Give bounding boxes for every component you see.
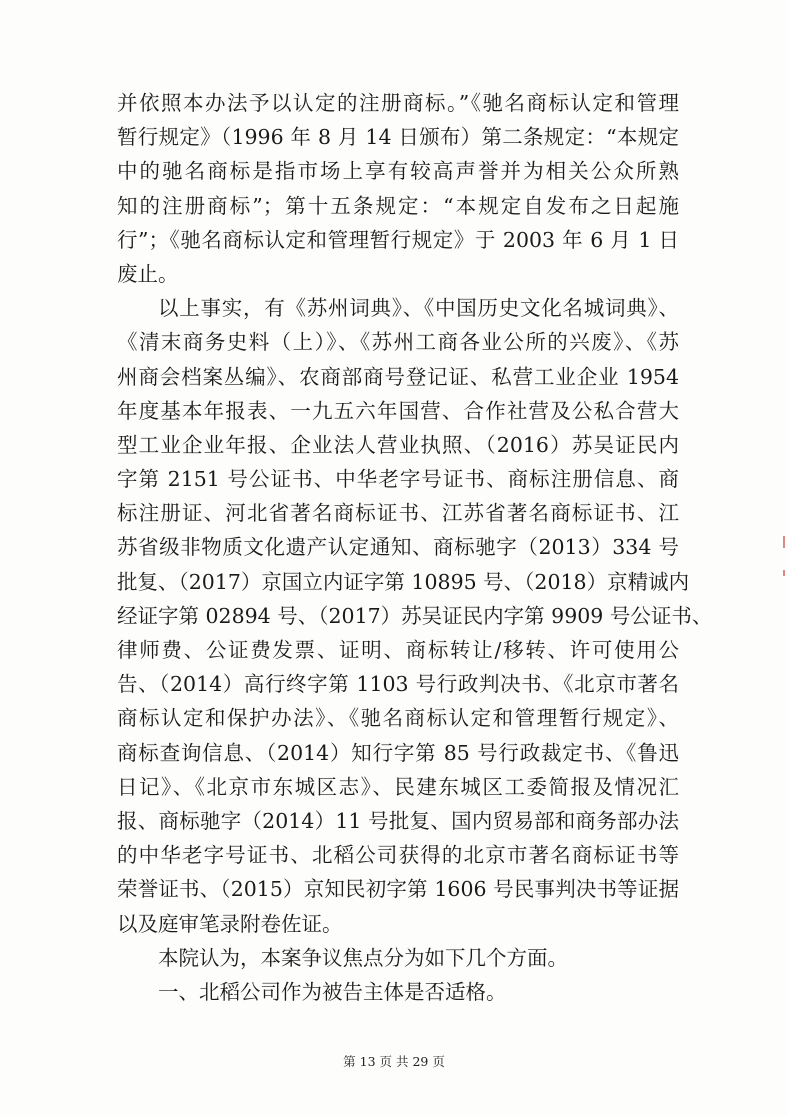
page-number-footer: 第 13 页 共 29 页 xyxy=(343,1054,445,1069)
paragraph xyxy=(117,291,713,941)
text-line: 律师费、公证费发票、证明、商标转让/移转、许可使用公 xyxy=(117,638,679,662)
text-line: 州商会档案丛编》、农商部商号登记证、私营工业企业 1954 xyxy=(117,364,679,389)
text-line: 告、（2014）高行终字第 1103 号行政判决书、《北京市著名 xyxy=(117,672,679,697)
text-line: 以及庭审笔录附卷佐证。 xyxy=(117,911,343,936)
text-line: 标注册证、河北省著名商标证书、江苏省著名商标证书、江 xyxy=(117,501,679,526)
paragraph xyxy=(117,86,679,291)
text-line: 一、北稻公司作为被告主体是否适格。 xyxy=(158,979,507,1004)
document-body xyxy=(117,86,713,1009)
scan-artifact xyxy=(783,536,785,548)
scan-artifact xyxy=(783,570,785,576)
text-line: 本院认为，本案争议焦点分为如下几个方面。 xyxy=(158,945,568,970)
text-line: 年度基本年报表、一九五六年国营、合作社营及公私合营大 xyxy=(117,398,679,423)
text-line: 废止。 xyxy=(117,261,179,286)
text-line: 经证字第 02894 号、（2017）苏吴证民内字第 9909 号公证书、 xyxy=(117,603,713,628)
text-line: 的中华老字号证书、北稻公司获得的北京市著名商标证书等 xyxy=(117,843,679,868)
text-line: 型工业企业年报、企业法人营业执照、（2016）苏吴证民内 xyxy=(117,432,679,457)
text-line: 以上事实，有《苏州词典》、《中国历史文化名城词典》、 xyxy=(158,296,679,321)
text-line: 中的驰名商标是指市场上享有较高声誉并为相关公众所熟 xyxy=(117,159,679,184)
text-line: 日记》、《北京市东城区志》、民建东城区工委简报及情况汇 xyxy=(117,774,679,799)
text-line: 并依照本办法予以认定的注册商标。”《驰名商标认定和管理 xyxy=(117,91,679,115)
text-line: 行”；《驰名商标认定和管理暂行规定》于 2003 年 6 月 1 日 xyxy=(117,227,679,252)
text-line: 批复、（2017）京国立内证字第 10895 号、（2018）京精诚内 xyxy=(117,569,690,594)
paragraph xyxy=(117,941,679,975)
text-line: 暂行规定》（1996 年 8 月 14 日颁布）第二条规定：“本规定 xyxy=(117,125,679,150)
text-line: 报、商标驰字（2014）11 号批复、国内贸易部和商务部办法 xyxy=(117,808,679,833)
text-line: 商标查询信息、（2014）知行字第 85 号行政裁定书、《鲁迅 xyxy=(117,740,679,765)
text-line: 商标认定和保护办法》、《驰名商标认定和管理暂行规定》、 xyxy=(117,706,679,731)
text-line: 苏省级非物质文化遗产认定通知、商标驰字（2013）334 号 xyxy=(117,535,679,560)
text-line: 《清末商务史料（上）》、《苏州工商各业公所的兴废》、《苏 xyxy=(117,330,679,355)
section-heading xyxy=(117,975,679,1009)
text-line: 知的注册商标”；第十五条规定：“本规定自发布之日起施 xyxy=(117,193,679,218)
text-line: 荣誉证书、（2015）京知民初字第 1606 号民事判决书等证据 xyxy=(117,877,679,902)
text-line: 字第 2151 号公证书、中华老字号证书、商标注册信息、商 xyxy=(117,467,679,492)
